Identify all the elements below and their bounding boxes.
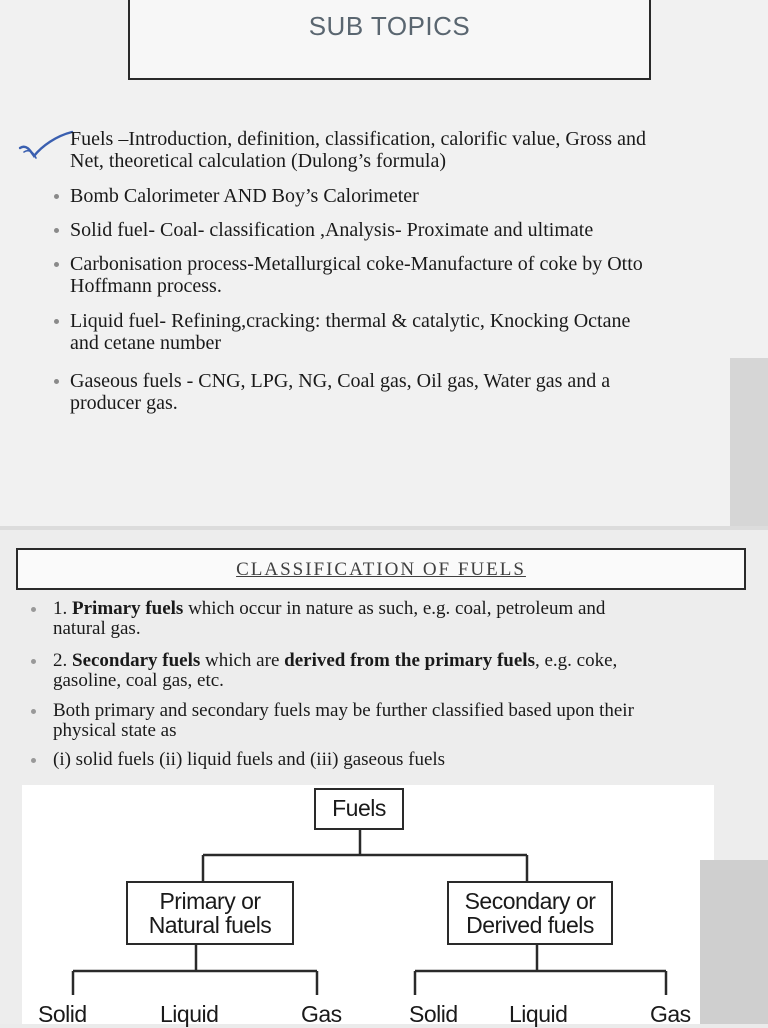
edge-shadow [700,860,768,1024]
secondary-gas-leaf: Gas [650,1001,691,1027]
primary-liquid-leaf: Liquid [160,1001,219,1027]
secondary-fuels-node: Secondary or Derived fuels [447,881,613,945]
sub-topics-title: SUB TOPICS [308,11,471,41]
edge-shadow [730,358,768,526]
bullet-icon [54,379,59,384]
primary-solid-leaf: Solid [38,1001,87,1027]
topic-item: Liquid fuel- Refining,cracking: thermal & catalytic, Knocking Octane and cetane number [70,310,738,354]
bullet-icon [31,659,36,664]
secondary-solid-leaf: Solid [409,1001,458,1027]
bullet-icon [54,228,59,233]
point-item: 2. Secondary fuels which are derived from the primary fuels, e.g. coke, gasoline, coal gas, etc. [53,651,753,691]
fuels-classification-diagram [22,785,714,1027]
slide-classification [0,530,768,1027]
point-item: (i) solid fuels (ii) liquid fuels and (iii) gaseous fuels [53,750,753,770]
topic-item: Gaseous fuels - CNG, LPG, NG, Coal gas, Oil gas, Water gas and a producer gas. [70,370,738,414]
classification-title-box [16,548,746,590]
topic-item: Bomb Calorimeter AND Boy’s Calorimeter [70,185,738,207]
fuels-root-node: Fuels [314,788,404,830]
classification-title: CLASSIFICATION OF FUELS [236,559,526,580]
bullet-icon [54,319,59,324]
primary-gas-leaf: Gas [301,1001,342,1027]
topic-item: Carbonisation process-Metallurgical coke-Manufacture of coke by Otto Hoffmann process. [70,253,738,297]
primary-fuels-node: Primary or Natural fuels [126,881,294,945]
bullet-icon [31,607,36,612]
point-item: Both primary and secondary fuels may be further classified based upon their physical state as [53,701,753,741]
point-item: 1. Primary fuels which occur in nature as such, e.g. coal, petroleum and natural gas. [53,599,753,639]
checkmark-icon [16,128,76,162]
topic-item: Fuels –Introduction, definition, classification, calorific value, Gross and Net, theoretical calculation (Dulong’s formula) [70,128,646,172]
bullet-icon [31,709,36,714]
bullet-icon [31,758,36,763]
secondary-liquid-leaf: Liquid [509,1001,568,1027]
bullet-icon [54,194,59,199]
bullet-icon [54,262,59,267]
topic-item: Solid fuel- Coal- classification ,Analysis- Proximate and ultimate [70,219,738,241]
sub-topics-title-box [128,0,651,80]
